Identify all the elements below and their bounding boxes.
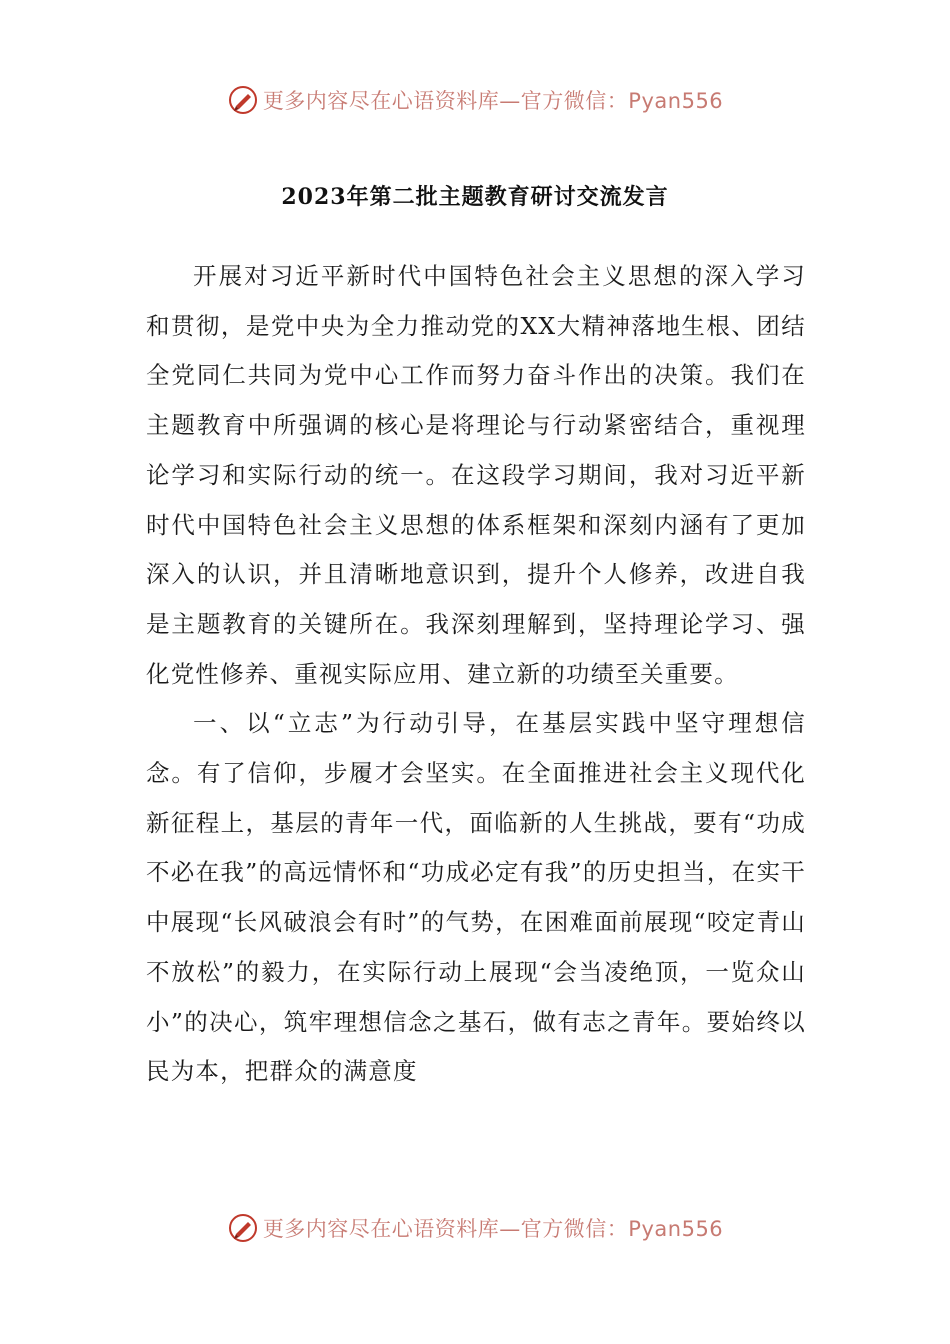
footer-watermark	[0, 1212, 950, 1244]
document-title: 2023年第二批主题教育研讨交流发言	[281, 184, 669, 210]
pen-logo-icon	[227, 1212, 259, 1244]
document-body	[146, 252, 806, 1097]
paragraph: 一、以“立志”为行动引导，在基层实践中坚守理想信念。有了信仰，步履才会坚实。在全面推进社会主义现代化新征程上，基层的青年一代，面临新的人生挑战，要有“功成不必在我”的高远情怀和“功成必定有我”的历史担当，在实干中展现“长风破浪会有时”的气势，在困难面前展现“咬定青山不放松”的毅力，在实际行动上展现“会当凌绝顶，一览众山小”的决心，筑牢理想信念之基石，做有志之青年。要始终以民为本，把群众的满意度	[146, 709, 806, 1086]
watermark-text: 更多内容尽在心语资料库—官方微信：Pyan556	[262, 89, 724, 113]
paragraph: 开展对习近平新时代中国特色社会主义思想的深入学习和贯彻，是党中央为全力推动党的XX大精神落地生根、团结全党同仁共同为党中心工作而努力奋斗作出的决策。我们在主题教育中所强调的核心是将理论与行动紧密结合，重视理论学习和实际行动的统一。在这段学习期间，我对习近平新时代中国特色社会主义思想的体系框架和深刻内涵有了更加深入的认识，并且清晰地意识到，提升个人修养，改进自我是主题教育的关键所在。我深刻理解到，坚持理论学习、强化党性修养、重视实际应用、建立新的功绩至关重要。	[146, 262, 806, 688]
watermark-text: 更多内容尽在心语资料库—官方微信：Pyan556	[262, 1217, 724, 1241]
header-watermark	[0, 84, 950, 116]
pen-logo-icon	[227, 84, 259, 116]
